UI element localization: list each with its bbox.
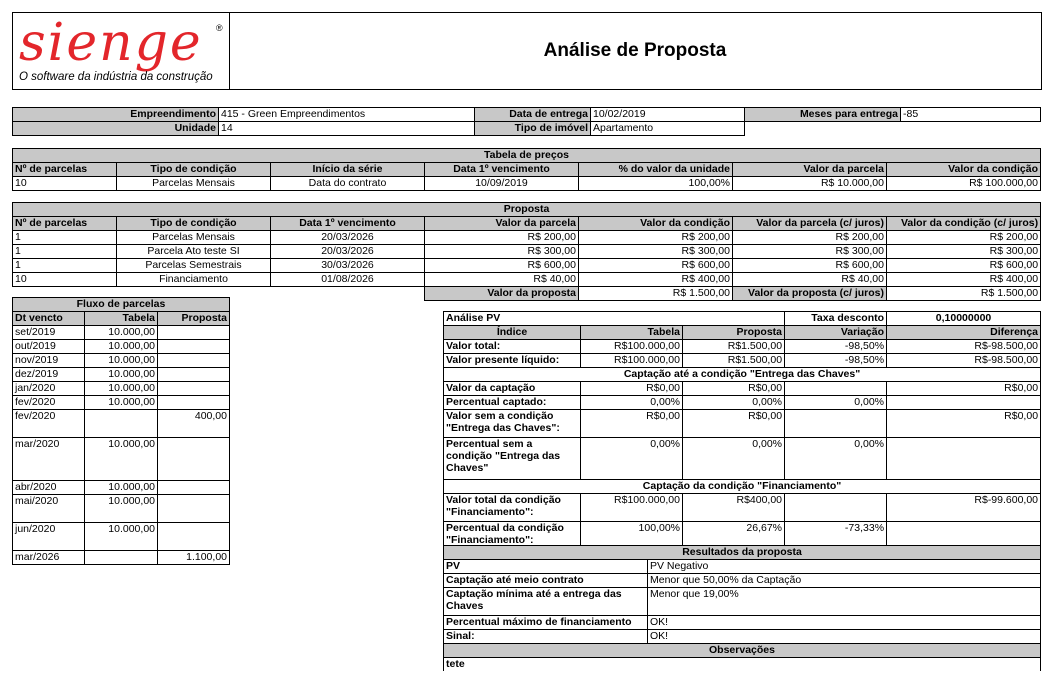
resultado-label: Captação mínima até a entrega das Chaves: [444, 588, 648, 616]
taxa-label: Taxa desconto: [785, 312, 887, 326]
table-cell: fev/2020: [13, 410, 85, 438]
table-cell: 10: [13, 177, 117, 191]
valor-proposta-label: Valor da proposta: [425, 287, 579, 301]
analise-header: Proposta: [683, 326, 785, 340]
resultado-label: PV: [444, 560, 648, 574]
table-row: [444, 354, 1041, 368]
table-row: [13, 326, 230, 340]
table-cell: [158, 326, 230, 340]
table-cell: R$ 600,00: [733, 259, 887, 273]
table-cell: R$-98.500,00: [887, 340, 1041, 354]
table-cell: R$-99.600,00: [887, 494, 1041, 522]
resultados-table: [443, 545, 1041, 671]
analise-index: Percentual captado:: [444, 396, 581, 410]
table-row: [13, 481, 230, 495]
analise-index: Percentual da condição "Financiamento":: [444, 522, 581, 550]
table-row: [13, 523, 230, 551]
table-cell: R$100.000,00: [581, 340, 683, 354]
table-cell: [158, 438, 230, 481]
logo-tagline: O software da indústria da construção: [19, 71, 213, 83]
tipo-imovel-label: Tipo de imóvel: [475, 122, 591, 136]
table-cell: [158, 495, 230, 523]
logo-wordmark: sienge: [19, 13, 203, 73]
table-cell: 1: [13, 231, 117, 245]
table-cell: 400,00: [158, 410, 230, 438]
table-cell: fev/2020: [13, 396, 85, 410]
fluxo-header: Tabela: [85, 312, 158, 326]
fluxo-title: Fluxo de parcelas: [13, 298, 230, 312]
empreendimento-value: 415 - Green Empreendimentos: [219, 108, 475, 122]
table-cell: nov/2019: [13, 354, 85, 368]
table-cell: [785, 382, 887, 396]
resultado-value: OK!: [648, 616, 1041, 630]
table-cell: 10.000,00: [85, 438, 158, 481]
analise-title: Análise PV: [444, 312, 785, 326]
table-cell: R$ 200,00: [733, 231, 887, 245]
table-cell: 0,00%: [785, 396, 887, 410]
table-cell: mai/2020: [13, 495, 85, 523]
resultados-title: Resultados da proposta: [444, 546, 1041, 560]
table-cell: R$1.500,00: [683, 354, 785, 368]
tabela-header: % do valor da unidade: [579, 163, 733, 177]
table-row: [13, 382, 230, 396]
table-cell: R$0,00: [887, 410, 1041, 438]
table-cell: 100,00%: [581, 522, 683, 550]
table-cell: out/2019: [13, 340, 85, 354]
proposta-header: Valor da condição (c/ juros): [887, 217, 1041, 231]
table-row: [13, 438, 230, 481]
table-cell: -98,50%: [785, 340, 887, 354]
table-cell: 10.000,00: [85, 326, 158, 340]
resultado-value: Menor que 50,00% da Captação: [648, 574, 1041, 588]
table-cell: 10.000,00: [85, 523, 158, 551]
table-cell: Parcelas Mensais: [117, 231, 271, 245]
table-row: [13, 259, 1041, 273]
table-cell: 0,00%: [581, 438, 683, 480]
table-cell: R$ 200,00: [887, 231, 1041, 245]
analise-index: Valor sem a condição "Entrega das Chaves":: [444, 410, 581, 438]
proposta-title: Proposta: [13, 203, 1041, 217]
table-row: [444, 438, 1041, 480]
table-cell: 10.000,00: [85, 481, 158, 495]
table-cell: 1.100,00: [158, 551, 230, 565]
table-row: [13, 495, 230, 523]
tabela-header: Tipo de condição: [117, 163, 271, 177]
table-cell: 100,00%: [579, 177, 733, 191]
sienge-logo: [13, 13, 230, 89]
table-cell: 10.000,00: [85, 382, 158, 396]
tabela-title: Tabela de preços: [13, 149, 1041, 163]
table-cell: R$ 300,00: [887, 245, 1041, 259]
table-row: [13, 231, 1041, 245]
table-cell: R$ 400,00: [579, 273, 733, 287]
table-cell: -98,50%: [785, 354, 887, 368]
fluxo-header: Proposta: [158, 312, 230, 326]
table-cell: 10.000,00: [85, 354, 158, 368]
table-row: [13, 551, 230, 565]
table-cell: [785, 494, 887, 522]
table-cell: 10.000,00: [85, 368, 158, 382]
table-row: [13, 340, 230, 354]
table-cell: R$ 40,00: [733, 273, 887, 287]
unidade-value: 14: [219, 122, 475, 136]
table-cell: R$0,00: [581, 410, 683, 438]
tabela-header: Valor da condição: [887, 163, 1041, 177]
table-cell: 20/03/2026: [271, 245, 425, 259]
table-cell: [158, 396, 230, 410]
data-entrega-label: Data de entrega: [475, 108, 591, 122]
table-cell: [158, 523, 230, 551]
table-cell: Parcelas Semestrais: [117, 259, 271, 273]
table-cell: jun/2020: [13, 523, 85, 551]
analise-header: Diferença: [887, 326, 1041, 340]
table-cell: 26,67%: [683, 522, 785, 550]
page-title: Análise de Proposta: [543, 40, 727, 61]
table-cell: jan/2020: [13, 382, 85, 396]
table-cell: [85, 551, 158, 565]
table-row: [13, 245, 1041, 259]
meses-label: Meses para entrega: [745, 108, 901, 122]
analise-header: Tabela: [581, 326, 683, 340]
table-row: [444, 494, 1041, 522]
info-table: [12, 107, 1041, 136]
table-cell: 10.000,00: [85, 495, 158, 523]
proposta-header: Valor da condição: [579, 217, 733, 231]
table-cell: 10/09/2019: [425, 177, 579, 191]
table-cell: dez/2019: [13, 368, 85, 382]
table-cell: 20/03/2026: [271, 231, 425, 245]
table-cell: R$ 600,00: [887, 259, 1041, 273]
table-cell: R$ 10.000,00: [733, 177, 887, 191]
table-row: [444, 340, 1041, 354]
table-row: [444, 588, 1041, 616]
table-row: [444, 560, 1041, 574]
table-cell: R$0,00: [581, 382, 683, 396]
tabela-header: Início da série: [271, 163, 425, 177]
table-cell: abr/2020: [13, 481, 85, 495]
valor-proposta-juros: R$ 1.500,00: [887, 287, 1041, 301]
table-row: [13, 354, 230, 368]
table-row: [444, 630, 1041, 644]
proposta-header: Valor da parcela (c/ juros): [733, 217, 887, 231]
analise-header: Variação: [785, 326, 887, 340]
table-cell: R$ 100.000,00: [887, 177, 1041, 191]
taxa-value: 0,10000000: [887, 312, 1041, 326]
table-cell: R$ 600,00: [425, 259, 579, 273]
table-row: [13, 410, 230, 438]
valor-proposta-juros-label: Valor da proposta (c/ juros): [733, 287, 887, 301]
observacoes-title: Observações: [444, 644, 1041, 658]
table-cell: R$ 400,00: [887, 273, 1041, 287]
table-cell: Parcelas Mensais: [117, 177, 271, 191]
table-cell: R$ 40,00: [425, 273, 579, 287]
table-cell: R$0,00: [887, 382, 1041, 396]
table-cell: 0,00%: [785, 438, 887, 480]
proposta-header: Nº de parcelas: [13, 217, 117, 231]
valor-proposta: R$ 1.500,00: [579, 287, 733, 301]
tabela-precos: [12, 148, 1041, 191]
table-row: [13, 273, 1041, 287]
resultado-value: OK!: [648, 630, 1041, 644]
table-cell: Financiamento: [117, 273, 271, 287]
table-cell: 0,00%: [683, 396, 785, 410]
table-cell: 01/08/2026: [271, 273, 425, 287]
analise-index: Percentual sem a condição "Entrega das Chaves": [444, 438, 581, 480]
table-row: [13, 396, 230, 410]
logo-registered: ®: [216, 23, 223, 33]
proposta-table: [12, 202, 1041, 301]
table-cell: 10: [13, 273, 117, 287]
table-cell: R$100.000,00: [581, 354, 683, 368]
table-cell: 0,00%: [581, 396, 683, 410]
table-cell: [158, 481, 230, 495]
analise-header: Índice: [444, 326, 581, 340]
table-row: [444, 410, 1041, 438]
table-cell: Parcela Ato teste SI: [117, 245, 271, 259]
table-cell: R$ 600,00: [579, 259, 733, 273]
table-cell: R$1.500,00: [683, 340, 785, 354]
tipo-imovel-value: Apartamento: [591, 122, 745, 136]
table-cell: 30/03/2026: [271, 259, 425, 273]
table-cell: [158, 382, 230, 396]
tabela-header: Valor da parcela: [733, 163, 887, 177]
table-cell: 1: [13, 245, 117, 259]
table-cell: R$ 300,00: [425, 245, 579, 259]
analise-index: Valor total:: [444, 340, 581, 354]
table-cell: mar/2026: [13, 551, 85, 565]
proposta-header: Valor da parcela: [425, 217, 579, 231]
proposta-header: Tipo de condição: [117, 217, 271, 231]
analise-index: Valor da captação: [444, 382, 581, 396]
table-cell: R$0,00: [683, 382, 785, 396]
table-cell: Data do contrato: [271, 177, 425, 191]
table-row: [444, 396, 1041, 410]
fluxo-parcelas: [12, 297, 230, 565]
table-cell: R$400,00: [683, 494, 785, 522]
table-cell: 10.000,00: [85, 340, 158, 354]
empreendimento-label: Empreendimento: [13, 108, 219, 122]
table-cell: R$ 200,00: [579, 231, 733, 245]
table-cell: -73,33%: [785, 522, 887, 550]
table-cell: [158, 340, 230, 354]
table-cell: [158, 354, 230, 368]
resultado-value: Menor que 19,00%: [648, 588, 1041, 616]
tabela-header: Nº de parcelas: [13, 163, 117, 177]
unidade-label: Unidade: [13, 122, 219, 136]
table-cell: R$ 200,00: [425, 231, 579, 245]
table-cell: 10.000,00: [85, 396, 158, 410]
table-cell: R$100.000,00: [581, 494, 683, 522]
table-cell: [887, 396, 1041, 410]
table-cell: [158, 368, 230, 382]
table-cell: R$ 300,00: [579, 245, 733, 259]
table-cell: mar/2020: [13, 438, 85, 481]
table-cell: 0,00%: [683, 438, 785, 480]
table-cell: [887, 438, 1041, 480]
analise-pv: [443, 311, 1041, 550]
table-cell: R$-98.500,00: [887, 354, 1041, 368]
analise-sec3-title: Captação da condição "Financiamento": [444, 480, 1041, 494]
meses-value: -85: [901, 108, 1041, 122]
table-cell: [785, 410, 887, 438]
proposta-header: Data 1º vencimento: [271, 217, 425, 231]
analise-index: Valor total da condição "Financiamento":: [444, 494, 581, 522]
analise-sec2-title: Captação até a condição "Entrega das Chaves": [444, 368, 1041, 382]
table-cell: [85, 410, 158, 438]
tabela-header: Data 1º vencimento: [425, 163, 579, 177]
table-row: [444, 382, 1041, 396]
table-cell: 1: [13, 259, 117, 273]
table-row: [444, 574, 1041, 588]
fluxo-header: Dt vencto: [13, 312, 85, 326]
analise-index: Valor presente líquido:: [444, 354, 581, 368]
table-cell: R$0,00: [683, 410, 785, 438]
report-header: [12, 12, 1042, 90]
table-row: [13, 368, 230, 382]
table-cell: R$ 300,00: [733, 245, 887, 259]
resultado-label: Captação até meio contrato: [444, 574, 648, 588]
table-cell: set/2019: [13, 326, 85, 340]
resultado-label: Sinal:: [444, 630, 648, 644]
table-row: [444, 616, 1041, 630]
resultado-label: Percentual máximo de financiamento: [444, 616, 648, 630]
resultado-value: PV Negativo: [648, 560, 1041, 574]
data-entrega-value: 10/02/2019: [591, 108, 745, 122]
table-row: [13, 177, 1041, 191]
observacoes-text: tete: [444, 658, 1041, 672]
